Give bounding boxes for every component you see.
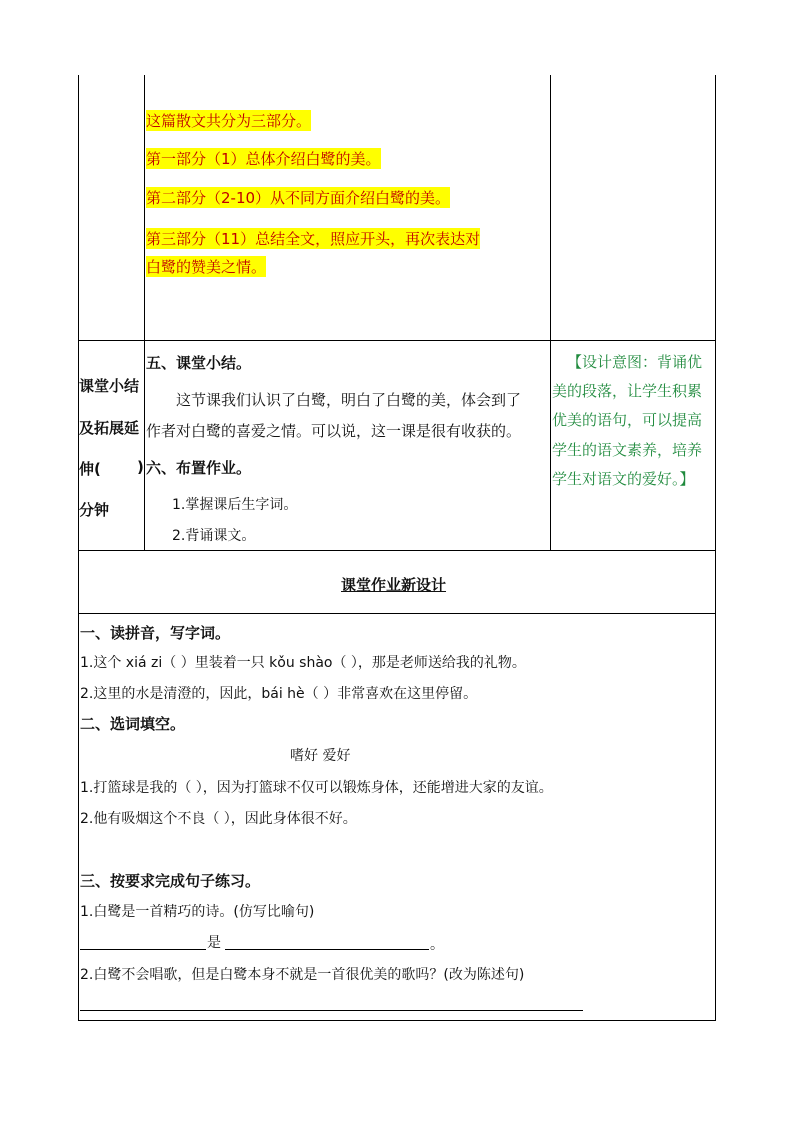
heading-summary: 五、课堂小结。: [146, 354, 252, 372]
design-intent-line2: 美的段落，让学生积累: [552, 382, 703, 400]
design-intent-line1: 【设计意图：背诵优: [567, 353, 703, 371]
q2-item-2: 2.他有吸烟这个不良（ ），因此身体很不好。: [80, 811, 357, 827]
q3-answer-connector: 是: [207, 935, 221, 951]
q2-word-options: 嗜好 爱好: [290, 748, 351, 764]
homework-title: 课堂作业新设计: [341, 576, 447, 594]
left-label-line2: 及拓展延: [79, 419, 140, 437]
q3-heading: 三、按要求完成句子练习。: [80, 872, 261, 890]
q3-item-2: 2.白鹭不会唱歌，但是白鹭本身不就是一首很优美的歌吗？(改为陈述句): [80, 967, 525, 983]
q3-answer-blank-1[interactable]: [80, 949, 206, 950]
structure-part1: 第一部分（1）总体介绍白鹭的美。: [146, 150, 381, 168]
q3-answer-end: 。: [430, 937, 444, 953]
design-intent-line3: 优美的语句，可以提高: [552, 411, 703, 429]
design-intent-line5: 学生对语文的爱好。】: [552, 470, 695, 488]
left-label-line4: 分钟: [79, 501, 110, 519]
structure-part2: 第二部分（2-10）从不同方面介绍白鹭的美。: [146, 189, 451, 207]
col-divider-2: [550, 75, 551, 550]
table-bottom-border: [78, 1020, 716, 1021]
q2-heading: 二、选词填空。: [80, 715, 186, 733]
left-label-line3-close: ): [137, 458, 144, 476]
homework-item-1: 1.掌握课后生字词。: [172, 497, 298, 513]
q3-item-1: 1.白鹭是一首精巧的诗。(仿写比喻句): [80, 904, 315, 920]
left-label-line3: 伸(: [79, 460, 101, 478]
table-right-border: [715, 75, 716, 1021]
q2-item-1: 1.打篮球是我的（ ），因为打篮球不仅可以锻炼身体，还能增进大家的友谊。: [80, 780, 553, 796]
left-label-line1: 课堂小结: [79, 377, 140, 395]
row-divider-3: [78, 613, 716, 614]
structure-intro: 这篇散文共分为三部分。: [146, 112, 312, 130]
structure-part3-line2: 白鹭的赞美之情。: [146, 258, 267, 276]
q1-item-1: 1.这个 xiá zi（ ）里装着一只 kǒu shào（ ），那是老师送给我的礼物。: [80, 655, 526, 671]
q3-answer-blank-2[interactable]: [225, 949, 429, 950]
q1-heading: 一、读拼音，写字词。: [80, 624, 231, 642]
summary-para-line2: 作者对白鹭的喜爱之情。可以说，这一课是很有收获的。: [146, 422, 522, 440]
q3-answer-blank-3[interactable]: [80, 1010, 583, 1011]
col-divider-1: [144, 75, 145, 550]
heading-homework: 六、布置作业。: [146, 459, 252, 477]
table-left-border: [78, 75, 79, 1021]
row-divider-1: [78, 340, 716, 341]
homework-item-2: 2.背诵课文。: [172, 528, 256, 544]
q1-item-2: 2.这里的水是清澄的，因此，bái hè（ ）非常喜欢在这里停留。: [80, 686, 478, 702]
summary-para-line1: 这节课我们认识了白鹭，明白了白鹭的美，体会到了: [176, 391, 522, 409]
row-divider-2: [78, 550, 716, 551]
structure-part3-line1: 第三部分（11）总结全文，照应开头，再次表达对: [146, 230, 481, 248]
design-intent-line4: 学生的语文素养，培养: [552, 441, 703, 459]
